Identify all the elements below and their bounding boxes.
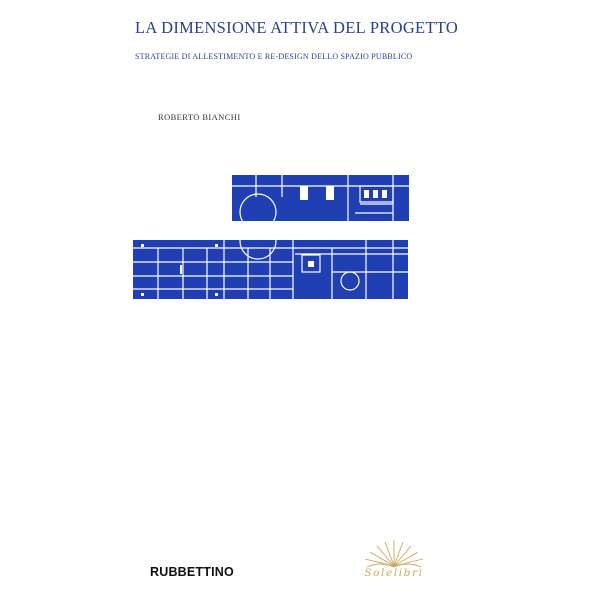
series-name: Solelibri	[364, 567, 424, 579]
publisher-logo: RUBBETTINO	[150, 565, 234, 579]
floor-plan-lower-block	[133, 223, 408, 299]
book-title: LA DIMENSIONE ATTIVA DEL PROGETTO	[135, 18, 459, 37]
floor-plan-upper-block	[232, 175, 409, 230]
series-logo	[353, 536, 435, 584]
sun-book-icon	[353, 536, 435, 570]
author-name: ROBERTO BIANCHI	[158, 112, 241, 122]
book-subtitle: STRATEGIE DI ALLESTIMENTO E RE-DESIGN DELLO SPAZIO PUBBLICO	[135, 52, 413, 61]
